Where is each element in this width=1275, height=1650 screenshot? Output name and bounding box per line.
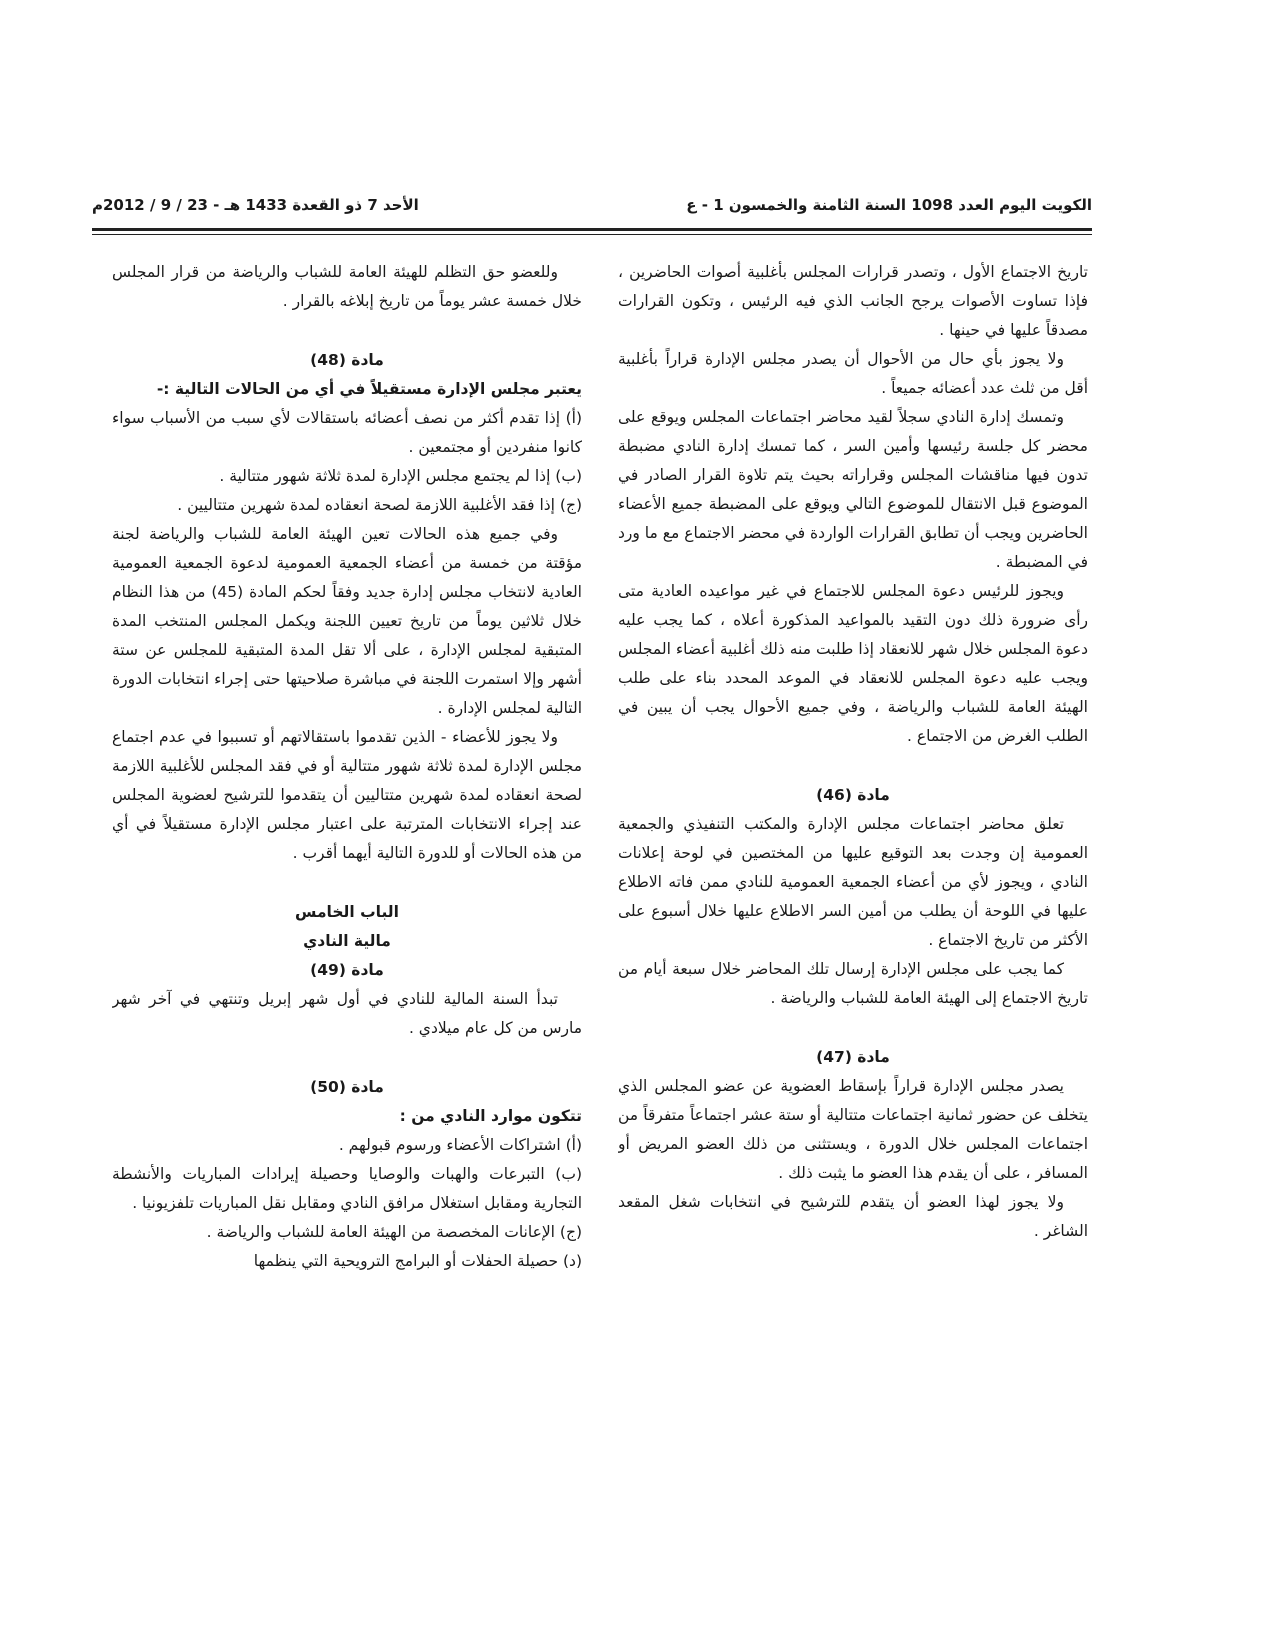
article-49-heading: مادة (49) — [310, 961, 384, 979]
paragraph: ولا يجوز بأي حال من الأحوال أن يصدر مجلس الإدارة قراراً بأغلبية أقل من ثلث عدد أعضائه جميعاً . — [618, 350, 1088, 397]
article-50-lead: تتكون موارد النادي من : — [399, 1107, 582, 1125]
header-issue-info: الكويت اليوم العدد 1098 السنة الثامنة والخمسون 1 - ع — [686, 196, 1092, 214]
list-item: (ب) إذا لم يجتمع مجلس الإدارة لمدة ثلاثة شهور متتالية . — [219, 467, 582, 485]
paragraph: وفي جميع هذه الحالات تعين الهيئة العامة للشباب والرياضة لجنة مؤقتة من خمسة من أعضاء الجمعية العمومية لدعوة الجمعية العمومية العادية لانتخاب مجلس إدارة جديد وفقاً لحكم المادة (45) من هذا النظام خلال ثلاثين يوماً من تاريخ تعيين اللجنة ويكمل المجلس المنتخب المدة المتبقية لمجلس الإدارة ، على ألا تقل المدة المتبقية للمجلس عن ستة أشهر وإلا استمرت اللجنة في مباشرة صلاحيتها حتى إجراء انتخابات الدورة التالية لمجلس الإدارة . — [112, 525, 582, 717]
list-item: (أ) إذا تقدم أكثر من نصف أعضائه باستقالات لأي سبب من الأسباب سواء كانوا منفردين أو مجتمعين . — [112, 409, 582, 456]
page-header — [92, 196, 1092, 222]
article-48-lead: يعتبر مجلس الإدارة مستقيلاً في أي من الحالات التالية :- — [156, 380, 582, 398]
article-46-heading: مادة (46) — [816, 786, 890, 804]
paragraph: كما يجب على مجلس الإدارة إرسال تلك المحاضر خلال سبعة أيام من تاريخ الاجتماع إلى الهيئة العامة للشباب والرياضة . — [618, 960, 1088, 1007]
article-50-heading: مادة (50) — [310, 1078, 384, 1096]
list-item: (ب) التبرعات والهبات والوصايا وحصيلة إيرادات المباريات والأنشطة التجارية ومقابل استغلال مرافق النادي ومقابل نقل المباريات تلفزيونيا . — [112, 1165, 582, 1212]
list-item: (أ) اشتراكات الأعضاء ورسوم قبولهم . — [338, 1136, 582, 1154]
article-47-heading: مادة (47) — [816, 1048, 890, 1066]
paragraph: وتمسك إدارة النادي سجلاً لقيد محاضر اجتماعات المجلس ويوقع على محضر كل جلسة رئيسها وأمين السر ، كما تمسك إدارة النادي مضبطة تدون فيها مناقشات المجلس وقراراته بحيث يتم تلاوة القرار الصادر في الموضوع قبل الانتقال للموضوع التالي ويوقع على المضبطة جميع الأعضاء الحاضرين ويجب أن تطابق القرارات الواردة في محضر الاجتماع مع ما ورد في المضبطة . — [618, 408, 1088, 571]
paragraph: ولا يجوز للأعضاء - الذين تقدموا باستقالاتهم أو تسببوا في عدم اجتماع مجلس الإدارة لمدة ثلاثة شهور متتالية أو في فقد المجلس للأغلبية اللازمة لصحة انعقاده لمدة شهرين متتاليين أن يتقدموا للترشيح لعضوية المجلس عند إجراء الانتخابات المترتبة على اعتبار مجلس الإدارة مستقيلاً في أي من هذه الحالات أو للدورة التالية أيهما أقرب . — [112, 728, 582, 862]
header-date: الأحد 7 ذو القعدة 1433 هـ - 23 / 9 / 2012م — [92, 196, 419, 214]
list-item: (د) حصيلة الحفلات أو البرامج الترويحية التي ينظمها — [253, 1252, 582, 1270]
left-column — [112, 258, 582, 1598]
paragraph: تبدأ السنة المالية للنادي في أول شهر إبريل وتنتهي في آخر شهر مارس من كل عام ميلادي . — [112, 990, 582, 1037]
paragraph: تاريخ الاجتماع الأول ، وتصدر قرارات المجلس بأغلبية أصوات الحاضرين ، فإذا تساوت الأصوات يرجح الجانب الذي فيه الرئيس ، وتكون القرارات مصدقاً عليها في حينها . — [618, 263, 1088, 339]
chapter-title: مالية النادي — [303, 932, 391, 950]
paragraph: وللعضو حق التظلم للهيئة العامة للشباب والرياضة من قرار المجلس خلال خمسة عشر يوماً من تاريخ إبلاغه بالقرار . — [112, 263, 582, 310]
list-item: (ج) الإعانات المخصصة من الهيئة العامة للشباب والرياضة . — [206, 1223, 582, 1241]
paragraph: تعلق محاضر اجتماعات مجلس الإدارة والمكتب التنفيذي والجمعية العمومية إن وجدت بعد التوقيع عليها من المختصين في لوحة إعلانات النادي ، ويجوز لأي من أعضاء الجمعية العمومية للنادي ممن فاته الاطلاع عليها في اللوحة أن يطلب من أمين السر الاطلاع عليها خلال أسبوع على الأكثر من تاريخ الاجتماع . — [618, 815, 1088, 949]
header-rule-thick — [92, 228, 1092, 231]
paragraph: يصدر مجلس الإدارة قراراً بإسقاط العضوية عن عضو المجلس الذي يتخلف عن حضور ثمانية اجتماعات متتالية أو ستة عشر اجتماعاً متفرقاً من اجتماعات المجلس خلال الدورة ، ويستثنى من ذلك العضو المريض أو المسافر ، على أن يقدم هذا العضو ما يثبت ذلك . — [618, 1077, 1088, 1182]
list-item: (ج) إذا فقد الأغلبية اللازمة لصحة انعقاده لمدة شهرين متتاليين . — [177, 496, 582, 514]
paragraph: ولا يجوز لهذا العضو أن يتقدم للترشيح في انتخابات شغل المقعد الشاغر . — [618, 1193, 1088, 1240]
paragraph: ويجوز للرئيس دعوة المجلس للاجتماع في غير مواعيده العادية متى رأى ضرورة ذلك دون التقيد بالمواعيد المذكورة أعلاه ، كما يجب عليه دعوة المجلس خلال شهر للانعقاد إذا طلبت منه ذلك أغلبية أعضاء المجلس ويجب عليه دعوة المجلس للانعقاد في الموعد المحدد بناء على طلب الهيئة العامة للشباب والرياضة ، وفي جميع الأحوال يجب أن يبين في الطلب الغرض من الاجتماع . — [618, 582, 1088, 745]
right-column — [618, 258, 1088, 1598]
article-48-heading: مادة (48) — [310, 351, 384, 369]
header-rule-thin — [92, 234, 1092, 235]
chapter-heading: الباب الخامس — [295, 903, 399, 921]
